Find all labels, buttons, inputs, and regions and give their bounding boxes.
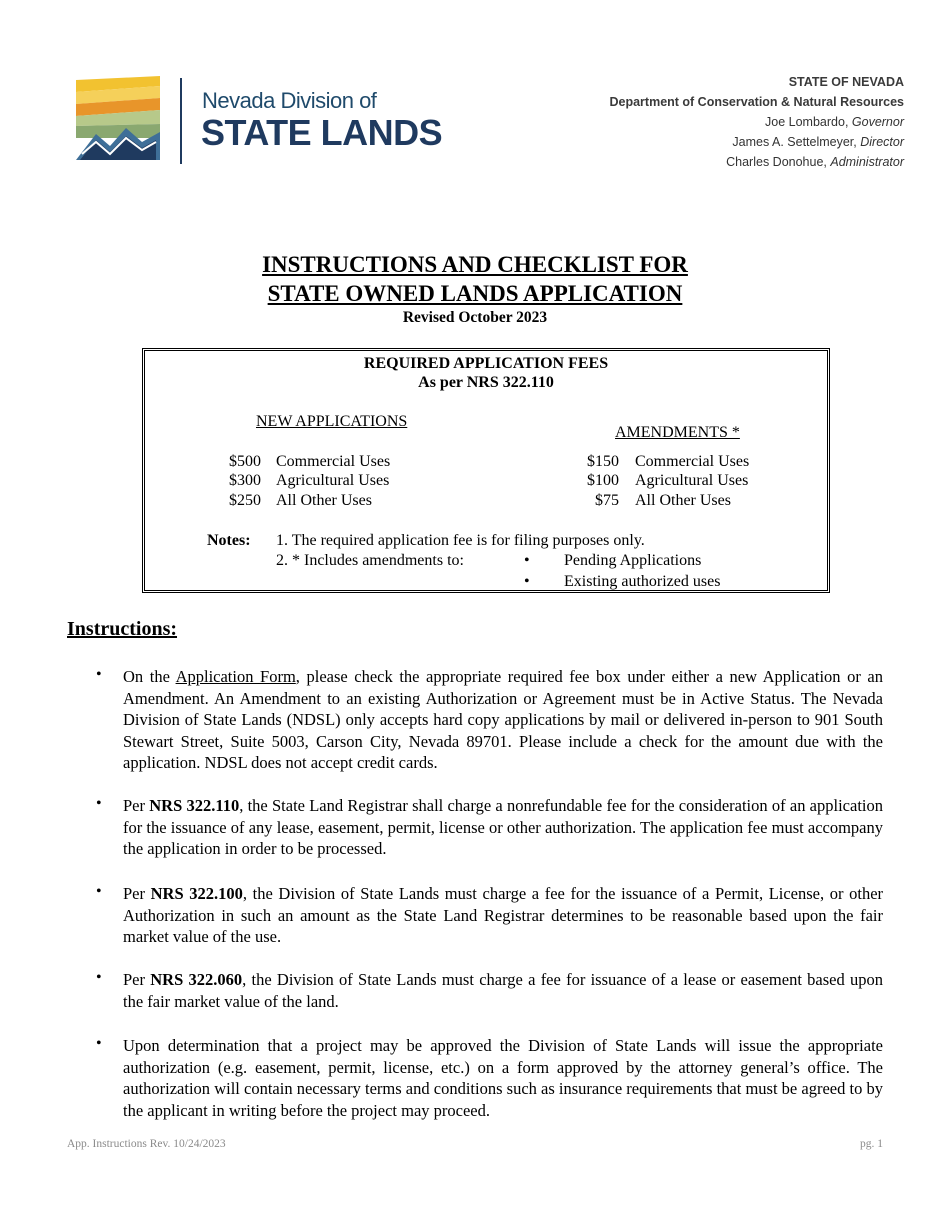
fee-box (142, 348, 830, 593)
page-number: pg. 1 (860, 1138, 883, 1150)
amend-fee-use: Agricultural Uses (635, 472, 749, 489)
amend-fee-amount: $100 (587, 472, 619, 489)
instruction-item-5: Upon determination that a project may be approved the Division of State Lands will issue the appropriate authorization (e.g. easement, permit, license, etc.) on a form approved by the attorney general’s office. The authorization will contain necessary terms and conditions such as insurance requirements that must be agreed to by the applicant in writing before the project may proceed. (123, 1036, 883, 1120)
director-line: James A. Settelmeyer, Director (732, 135, 904, 149)
instructions-heading: Instructions: (67, 618, 178, 640)
governor-line: Joe Lombardo, Governor (765, 115, 904, 129)
application-form-link[interactable]: Application Form (175, 667, 296, 686)
logo-text-state-lands: STATE LANDS (201, 112, 443, 153)
note-1: 1. The required application fee is for filing purposes only. (276, 532, 645, 549)
fee-use: Agricultural Uses (276, 472, 390, 489)
logo-divider (180, 78, 182, 164)
administrator-line: Charles Donohue, Administrator (726, 155, 904, 169)
amend-fee-use: Commercial Uses (635, 453, 750, 470)
bullet-icon: • (96, 1035, 102, 1052)
fee-amount: $300 (229, 472, 261, 489)
amendments-heading: AMENDMENTS * (615, 424, 740, 441)
bullet-icon: • (96, 969, 102, 986)
page-title-line1: INSTRUCTIONS AND CHECKLIST FOR (262, 252, 688, 277)
fee-use: Commercial Uses (276, 453, 391, 470)
bullet-icon: • (524, 573, 530, 590)
bullet-icon: • (96, 795, 102, 812)
bullet-icon: • (524, 552, 530, 569)
nevada-state-lands-logo-icon (76, 76, 160, 160)
department-name: Department of Conservation & Natural Resources (609, 95, 904, 109)
page-title-line2: STATE OWNED LANDS APPLICATION (267, 281, 683, 306)
new-applications-heading: NEW APPLICATIONS (256, 413, 408, 430)
fee-heading: REQUIRED APPLICATION FEES (363, 355, 609, 372)
bullet-icon: • (96, 666, 102, 683)
notes-label: Notes: (207, 532, 251, 549)
revised-date: Revised October 2023 (402, 309, 548, 326)
bullet-icon: • (96, 883, 102, 900)
instruction-item-1: On the Application Form, please check the appropriate required fee box under either a new Application or an Amendment. An Amendment to an existing Authorization or Agreement must be in Active Status. The Nevada Division of State Lands (NDSL) only accepts hard copy applications by mail or delivered in-person to 901 South Stewart Street, Suite 5003, Carson City, Nevada 89701. Please include a check for the amount due with the application. NDSL does not accept credit cards. (123, 667, 884, 772)
agency-block (609, 72, 904, 172)
note-2: 2. * Includes amendments to: (276, 552, 464, 569)
fee-use: All Other Uses (276, 492, 372, 509)
note-2-item: Pending Applications (564, 552, 702, 569)
fee-subheading: As per NRS 322.110 (418, 374, 554, 391)
instruction-item-4: Per NRS 322.060, the Division of State Lands must charge a fee for issuance of a lease or easement based upon the fair market value of the land. (123, 970, 883, 1011)
footer-revision: App. Instructions Rev. 10/24/2023 (67, 1138, 226, 1150)
amend-fee-amount: $75 (595, 492, 619, 509)
logo-text-division: Nevada Division of (202, 88, 377, 113)
state-name: STATE OF NEVADA (788, 75, 904, 89)
amend-fee-use: All Other Uses (635, 492, 731, 509)
amend-fee-amount: $150 (587, 453, 619, 470)
note-2-item: Existing authorized uses (564, 573, 721, 590)
instruction-item-3: Per NRS 322.100, the Division of State Lands must charge a fee for the issuance of a Permit, License, or other Authorization in such an amount as the State Land Registrar determines to be reasonable based upon the fair market value of the use. (123, 884, 884, 946)
instruction-item-2: Per NRS 322.110, the State Land Registrar shall charge a nonrefundable fee for the consideration of an application for the issuance of any lease, easement, permit, license or other authorization. The application fee must accompany the application in order to be processed. (123, 796, 883, 858)
fee-amount: $500 (229, 453, 261, 470)
fee-amount: $250 (229, 492, 261, 509)
